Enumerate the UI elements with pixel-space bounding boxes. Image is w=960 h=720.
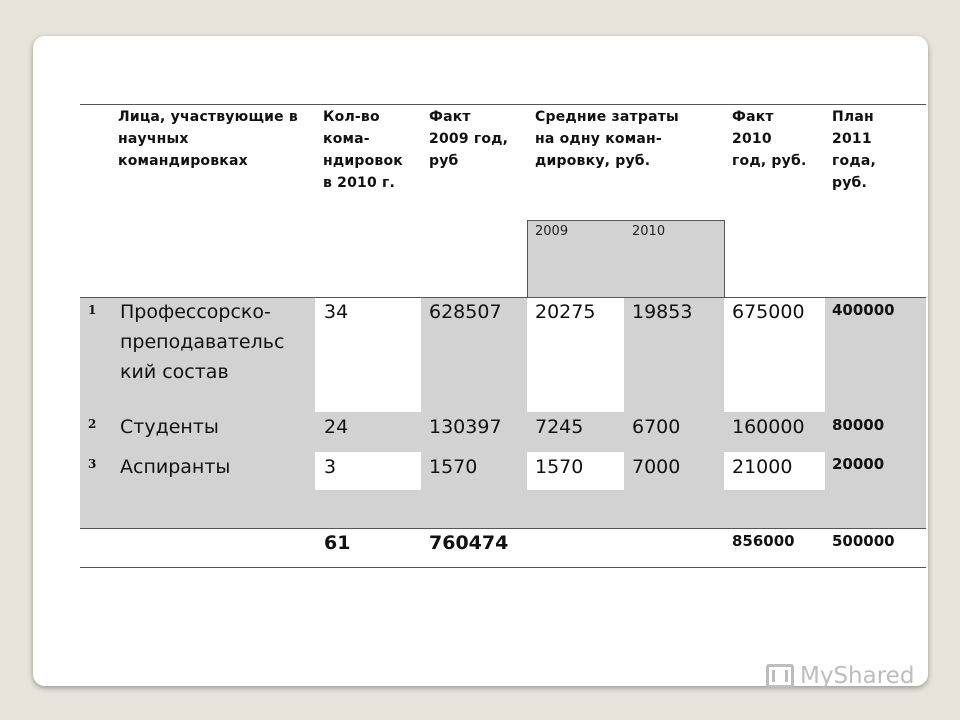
row1-name-line1: Профессорско- <box>120 301 271 323</box>
header-count-line2: кома- <box>323 131 370 147</box>
row2-name: Студенты <box>120 416 219 438</box>
header-avg-line1: Средние затраты <box>535 109 679 125</box>
subheader-right-border <box>724 220 725 298</box>
row2-avg2009: 7245 <box>535 416 584 438</box>
row1-fact2010: 675000 <box>732 301 805 323</box>
row1-name-line3: кий состав <box>120 361 229 383</box>
row1-plan2011: 400000 <box>832 301 895 319</box>
header-fact2009-line1: Факт <box>429 109 471 125</box>
total-fact2009: 760474 <box>429 532 509 554</box>
header-avg <box>535 106 725 172</box>
row1-avg2009: 20275 <box>535 301 596 323</box>
header-avg-line2: на одну коман- <box>535 131 662 147</box>
header-fact2009 <box>429 106 529 172</box>
header-count <box>323 106 423 194</box>
row2-fact2010: 160000 <box>732 416 805 438</box>
header-fact2010-line3: год, руб. <box>732 153 807 169</box>
row3-number: 3 <box>88 457 97 471</box>
myshared-watermark-text: MyShared <box>800 663 915 689</box>
row3-name: Аспиранты <box>120 456 231 478</box>
header-fact2010-line1: Факт <box>732 109 774 125</box>
header-count-line3: ндировок <box>323 153 404 169</box>
row2-fact2009: 130397 <box>429 416 502 438</box>
total-plan2011: 500000 <box>832 532 895 550</box>
empty-row-bg <box>80 490 926 528</box>
total-fact2010: 856000 <box>732 532 795 550</box>
header-count-line1: Кол-во <box>323 109 380 125</box>
row2-count: 24 <box>324 416 349 438</box>
row3-count: 3 <box>324 456 337 478</box>
subheader-left-border <box>527 220 528 298</box>
row1-number: 1 <box>88 303 97 317</box>
top-border <box>80 104 926 105</box>
row3-avg2009: 1570 <box>535 456 584 478</box>
subheader-top-border <box>527 220 724 221</box>
header-plan2011-line4: руб. <box>832 175 868 191</box>
header-plan2011-line1: План <box>832 109 874 125</box>
myshared-logo-icon <box>766 664 794 688</box>
header-plan2011-line2: 2011 <box>832 131 872 147</box>
row3-avg2010: 7000 <box>632 456 681 478</box>
header-avg-line3: дировку, руб. <box>535 153 651 169</box>
myshared-watermark <box>766 658 926 694</box>
row1-name <box>120 297 315 387</box>
row1-name-line2: преподавательс <box>120 331 285 353</box>
header-fact2009-line3: руб <box>429 153 459 169</box>
row3-fact2010: 21000 <box>732 456 793 478</box>
row1-avg2010: 19853 <box>632 301 693 323</box>
header-plan2011 <box>832 106 927 194</box>
row3-plan2011: 20000 <box>832 455 885 473</box>
row2-number: 2 <box>88 417 97 431</box>
header-plan2011-line3: года, <box>832 153 877 169</box>
header-fact2009-line2: 2009 год, <box>429 131 509 147</box>
header-fact2010-line2: 2010 <box>732 131 772 147</box>
subheader-2010: 2010 <box>632 224 666 239</box>
row2-plan2011: 80000 <box>832 416 885 434</box>
subheader-2009: 2009 <box>535 224 569 239</box>
bottom-border <box>80 567 926 568</box>
total-count: 61 <box>324 532 351 554</box>
header-fact2010 <box>732 106 827 172</box>
row2-avg2010: 6700 <box>632 416 681 438</box>
header-persons: Лица, участвующие в научных командировках <box>118 109 298 169</box>
row3-fact2009: 1570 <box>429 456 478 478</box>
row1-fact2009: 628507 <box>429 301 502 323</box>
header-count-line4: в 2010 г. <box>323 175 396 191</box>
row1-count: 34 <box>324 301 349 323</box>
